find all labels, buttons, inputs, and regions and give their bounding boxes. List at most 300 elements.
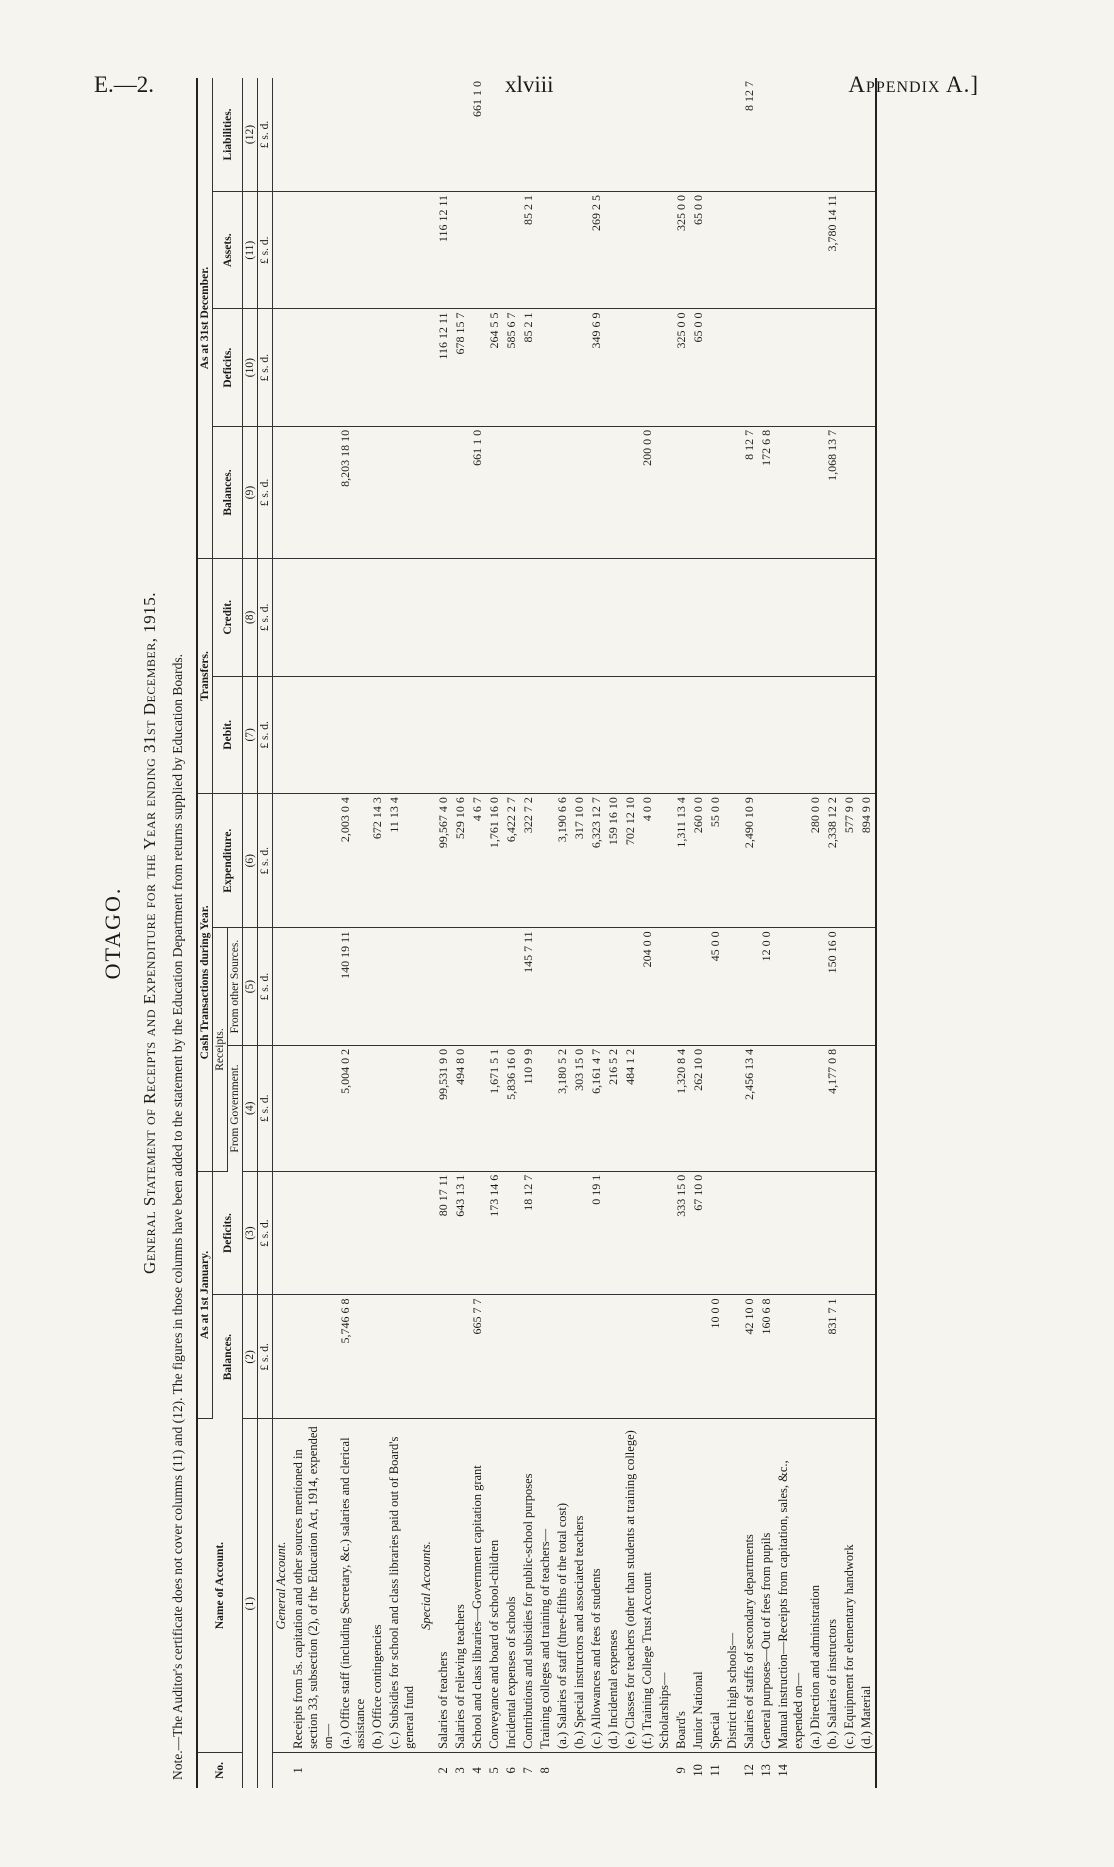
- header-dec-balances: Balances.: [213, 426, 243, 558]
- amount-cell: [622, 1295, 639, 1419]
- amount-cell: [858, 928, 876, 1045]
- amount-cell: [724, 1295, 741, 1419]
- amount-cell: 85 2 1: [520, 309, 537, 426]
- amount-cell: [807, 1295, 824, 1419]
- unit-row: [258, 78, 273, 1788]
- amount-cell: [418, 928, 435, 1045]
- amount-cell: [639, 191, 656, 308]
- account-name: Board's: [673, 1419, 690, 1753]
- account-name: General Account.: [273, 1419, 291, 1753]
- amount-cell: [807, 191, 824, 308]
- amount-cell: [588, 928, 605, 1045]
- column-number: (6): [243, 794, 258, 928]
- amount-cell: [486, 1295, 503, 1419]
- page-number: xlviii: [505, 72, 554, 97]
- account-name: Junior National: [690, 1419, 707, 1753]
- header-assets: Assets.: [213, 191, 243, 308]
- table-row: [503, 78, 520, 1788]
- amount-cell: [554, 676, 571, 793]
- row-number: [656, 1752, 673, 1788]
- amount-cell: [707, 191, 724, 308]
- amount-cell: [841, 1171, 858, 1295]
- account-name: (c.) Subsidies for school and class libraries paid out of Board's general fund: [386, 1419, 418, 1753]
- amount-cell: 6,161 4 7: [588, 1045, 605, 1171]
- table-row: [775, 78, 807, 1788]
- amount-cell: [622, 1171, 639, 1295]
- account-name: Scholarships—: [656, 1419, 673, 1753]
- amount-cell: [503, 1171, 520, 1295]
- amount-cell: 8 12 7: [741, 78, 758, 191]
- column-number: (9): [243, 426, 258, 558]
- amount-cell: [273, 1171, 291, 1295]
- amount-cell: [273, 191, 291, 308]
- amount-cell: [690, 559, 707, 676]
- amount-cell: [571, 426, 588, 558]
- amount-cell: 831 7 1: [824, 1295, 841, 1419]
- amount-cell: [656, 928, 673, 1045]
- amount-cell: [775, 191, 807, 308]
- account-name: District high schools—: [724, 1419, 741, 1753]
- amount-cell: [858, 1171, 876, 1295]
- amount-cell: 484 1 2: [622, 1045, 639, 1171]
- amount-cell: [673, 1295, 690, 1419]
- amount-cell: [807, 1045, 824, 1171]
- row-number: [386, 1752, 418, 1788]
- header-group-dec: As at 31st December.: [197, 78, 213, 559]
- amount-cell: 262 10 0: [690, 1045, 707, 1171]
- amount-cell: 6,422 2 7: [503, 794, 520, 928]
- amount-cell: 643 13 1: [452, 1171, 469, 1295]
- amount-cell: 2,490 10 9: [741, 794, 758, 928]
- amount-cell: [775, 1045, 807, 1171]
- amount-cell: [571, 191, 588, 308]
- amount-cell: [841, 426, 858, 558]
- amount-cell: [369, 78, 386, 191]
- header-group-transfers: Transfers.: [197, 559, 213, 794]
- amount-cell: 2,003 0 4: [337, 794, 369, 928]
- amount-cell: 333 15 0: [673, 1171, 690, 1295]
- unit-label: £ s. d.: [258, 928, 273, 1045]
- amount-cell: [639, 1295, 656, 1419]
- amount-cell: [824, 676, 841, 793]
- amount-cell: [452, 928, 469, 1045]
- amount-cell: [724, 794, 741, 928]
- amount-cell: [758, 1171, 775, 1295]
- amount-cell: [707, 78, 724, 191]
- amount-cell: 140 19 11: [337, 928, 369, 1045]
- amount-cell: [571, 1295, 588, 1419]
- amount-cell: [435, 676, 452, 793]
- amount-cell: [418, 426, 435, 558]
- amount-cell: [503, 559, 520, 676]
- amount-cell: [290, 1045, 337, 1171]
- amount-cell: [622, 191, 639, 308]
- amount-cell: 1,068 13 7: [824, 426, 841, 558]
- amount-cell: [758, 559, 775, 676]
- amount-cell: 1,311 13 4: [673, 794, 690, 928]
- amount-cell: [435, 559, 452, 676]
- amount-cell: [656, 1045, 673, 1171]
- amount-cell: [520, 676, 537, 793]
- amount-cell: [639, 309, 656, 426]
- amount-cell: 280 0 0: [807, 794, 824, 928]
- amount-cell: [369, 676, 386, 793]
- amount-cell: [741, 191, 758, 308]
- table-row: [858, 78, 876, 1788]
- amount-cell: [469, 1171, 486, 1295]
- header-expenditure: Expenditure.: [213, 794, 243, 928]
- amount-cell: 4,177 0 8: [824, 1045, 841, 1171]
- amount-cell: [290, 928, 337, 1045]
- amount-cell: [290, 78, 337, 191]
- table-row: [537, 78, 554, 1788]
- amount-cell: [622, 676, 639, 793]
- account-name: (b.) Office contingencies: [369, 1419, 386, 1753]
- unit-label: £ s. d.: [258, 191, 273, 308]
- amount-cell: 1,320 8 4: [673, 1045, 690, 1171]
- header-from-government: From Government.: [228, 1045, 243, 1171]
- amount-cell: 2,338 12 2: [824, 794, 841, 928]
- amount-cell: [418, 78, 435, 191]
- amount-cell: [369, 1295, 386, 1419]
- amount-cell: 585 6 7: [503, 309, 520, 426]
- amount-cell: [707, 426, 724, 558]
- amount-cell: [841, 1295, 858, 1419]
- amount-cell: [858, 309, 876, 426]
- amount-cell: [386, 928, 418, 1045]
- amount-cell: [824, 78, 841, 191]
- amount-cell: [537, 426, 554, 558]
- amount-cell: [656, 191, 673, 308]
- column-number: (3): [243, 1171, 258, 1295]
- amount-cell: [503, 676, 520, 793]
- amount-cell: [639, 1045, 656, 1171]
- amount-cell: [858, 191, 876, 308]
- amount-cell: [605, 559, 622, 676]
- amount-cell: [554, 309, 571, 426]
- row-number: 3: [453, 1767, 467, 1774]
- amount-cell: 325 0 0: [673, 191, 690, 308]
- row-number: [369, 1752, 386, 1788]
- amount-cell: [554, 426, 571, 558]
- amount-cell: [369, 1171, 386, 1295]
- row-number: 11: [708, 1764, 722, 1777]
- amount-cell: 325 0 0: [673, 309, 690, 426]
- amount-cell: [571, 1171, 588, 1295]
- amount-cell: [290, 309, 337, 426]
- amount-cell: [290, 1171, 337, 1295]
- amount-cell: [707, 1171, 724, 1295]
- amount-cell: [452, 426, 469, 558]
- amount-cell: [273, 1295, 291, 1419]
- amount-cell: [775, 676, 807, 793]
- column-number: (5): [243, 928, 258, 1045]
- table-row: [418, 78, 435, 1788]
- amount-cell: [290, 794, 337, 928]
- amount-cell: [656, 1295, 673, 1419]
- amount-cell: 269 2 5: [588, 191, 605, 308]
- column-number: (7): [243, 676, 258, 793]
- account-name: (a.) Office staff (including Secretary, &c.) salaries and clerical assistance: [337, 1419, 369, 1753]
- amount-cell: [520, 426, 537, 558]
- amount-cell: [622, 559, 639, 676]
- amount-cell: [273, 309, 291, 426]
- row-number: [622, 1752, 639, 1788]
- amount-cell: [554, 1295, 571, 1419]
- unit-label: £ s. d.: [258, 309, 273, 426]
- unit-label: £ s. d.: [258, 676, 273, 793]
- amount-cell: [673, 559, 690, 676]
- amount-cell: 55 0 0: [707, 794, 724, 928]
- amount-cell: [273, 928, 291, 1045]
- row-number: [418, 1752, 435, 1788]
- amount-cell: [775, 78, 807, 191]
- column-number: (12): [243, 78, 258, 191]
- amount-cell: 67 10 0: [690, 1171, 707, 1295]
- amount-cell: 5,746 6 8: [337, 1295, 369, 1419]
- account-name: Salaries of teachers: [435, 1419, 452, 1753]
- amount-cell: [758, 676, 775, 793]
- amount-cell: [724, 559, 741, 676]
- amount-cell: [724, 426, 741, 558]
- amount-cell: [571, 928, 588, 1045]
- row-number: 14: [776, 1764, 790, 1777]
- amount-cell: [486, 78, 503, 191]
- amount-cell: [435, 1295, 452, 1419]
- amount-cell: [418, 1171, 435, 1295]
- row-number: [588, 1752, 605, 1788]
- amount-cell: [273, 676, 291, 793]
- amount-cell: [707, 676, 724, 793]
- account-name: School and class libraries—Government capitation grant: [469, 1419, 486, 1753]
- amount-cell: [841, 1045, 858, 1171]
- amount-cell: 99,531 9 0: [435, 1045, 452, 1171]
- table-row: [690, 78, 707, 1788]
- unit-label: £ s. d.: [258, 559, 273, 676]
- amount-cell: [386, 191, 418, 308]
- amount-cell: [858, 78, 876, 191]
- amount-cell: [807, 1171, 824, 1295]
- amount-cell: [673, 426, 690, 558]
- auditor-note: Note.—The Auditor's certificate does not cover columns (11) and (12). The figures in those columns have been added to the statement by the Education Department from returns supplied by Education Boards.: [170, 654, 185, 1780]
- amount-cell: [290, 559, 337, 676]
- amount-cell: [639, 1171, 656, 1295]
- amount-cell: [622, 78, 639, 191]
- amount-cell: [605, 676, 622, 793]
- amount-cell: [486, 191, 503, 308]
- amount-cell: [858, 1295, 876, 1419]
- amount-cell: [469, 1045, 486, 1171]
- amount-cell: [841, 191, 858, 308]
- account-name: (c.) Equipment for elementary handwork: [841, 1419, 858, 1753]
- amount-cell: 349 6 9: [588, 309, 605, 426]
- table-row: [469, 78, 486, 1788]
- table-row: [724, 78, 741, 1788]
- amount-cell: [418, 559, 435, 676]
- amount-cell: [554, 928, 571, 1045]
- amount-cell: [841, 928, 858, 1045]
- amount-cell: 18 12 7: [520, 1171, 537, 1295]
- row-number: [554, 1752, 571, 1788]
- amount-cell: [452, 78, 469, 191]
- table-row: [554, 78, 571, 1788]
- amount-cell: [622, 309, 639, 426]
- header-credit: Credit.: [213, 559, 243, 676]
- row-number: 2: [436, 1767, 450, 1774]
- amount-cell: [486, 426, 503, 558]
- amount-cell: 65 0 0: [690, 191, 707, 308]
- page-code: E.—2.: [94, 72, 155, 97]
- amount-cell: 99,567 4 0: [435, 794, 452, 928]
- amount-cell: 322 7 2: [520, 794, 537, 928]
- account-name: Conveyance and board of school-children: [486, 1419, 503, 1753]
- amount-cell: [452, 191, 469, 308]
- row-number: 13: [759, 1764, 773, 1777]
- amount-cell: [724, 928, 741, 1045]
- header-deficits: Deficits.: [213, 1171, 243, 1295]
- amount-cell: [841, 559, 858, 676]
- amount-cell: [537, 1171, 554, 1295]
- row-number: [571, 1752, 588, 1788]
- amount-cell: [486, 676, 503, 793]
- amount-cell: [741, 928, 758, 1045]
- amount-cell: 6,323 12 7: [588, 794, 605, 928]
- amount-cell: [775, 309, 807, 426]
- column-number: (8): [243, 559, 258, 676]
- amount-cell: [290, 1295, 337, 1419]
- row-number: [824, 1752, 841, 1788]
- amount-cell: [724, 78, 741, 191]
- amount-cell: [486, 559, 503, 676]
- amount-cell: [673, 676, 690, 793]
- amount-cell: [673, 928, 690, 1045]
- amount-cell: 150 16 0: [824, 928, 841, 1045]
- amount-cell: [841, 78, 858, 191]
- amount-cell: [690, 426, 707, 558]
- table-row: [369, 78, 386, 1788]
- amount-cell: [337, 309, 369, 426]
- amount-cell: [858, 1045, 876, 1171]
- amount-cell: [290, 426, 337, 558]
- amount-cell: [724, 309, 741, 426]
- amount-cell: [656, 1171, 673, 1295]
- amount-cell: [503, 1295, 520, 1419]
- amount-cell: [503, 191, 520, 308]
- amount-cell: 672 14 3: [369, 794, 386, 928]
- amount-cell: [656, 794, 673, 928]
- amount-cell: 116 12 11: [435, 191, 452, 308]
- account-name: Salaries of relieving teachers: [452, 1419, 469, 1753]
- amount-cell: 678 15 7: [452, 309, 469, 426]
- column-number: (10): [243, 309, 258, 426]
- unit-label: £ s. d.: [258, 78, 273, 191]
- amount-cell: 159 16 10: [605, 794, 622, 928]
- row-number: 9: [674, 1767, 688, 1774]
- table-row: [673, 78, 690, 1788]
- amount-cell: [503, 78, 520, 191]
- amount-cell: 42 10 0: [741, 1295, 758, 1419]
- amount-cell: [639, 559, 656, 676]
- table-row: [337, 78, 369, 1788]
- row-number: 5: [487, 1767, 501, 1774]
- rotated-sheet: [92, 78, 1092, 1788]
- table-body: [273, 78, 877, 1788]
- amount-cell: [571, 309, 588, 426]
- amount-cell: [622, 426, 639, 558]
- amount-cell: 145 7 11: [520, 928, 537, 1045]
- amount-cell: 160 6 8: [758, 1295, 775, 1419]
- amount-cell: [469, 928, 486, 1045]
- amount-cell: 172 6 8: [758, 426, 775, 558]
- amount-cell: [435, 78, 452, 191]
- amount-cell: 264 5 5: [486, 309, 503, 426]
- amount-cell: [775, 559, 807, 676]
- amount-cell: [418, 1295, 435, 1419]
- header-group-jan: As at 1st January.: [197, 1171, 213, 1419]
- amount-cell: 80 17 11: [435, 1171, 452, 1295]
- amount-cell: [656, 78, 673, 191]
- amount-cell: [418, 794, 435, 928]
- amount-cell: [537, 928, 554, 1045]
- amount-cell: 2,456 13 4: [741, 1045, 758, 1171]
- amount-cell: [337, 191, 369, 308]
- amount-cell: [520, 559, 537, 676]
- table-row: [520, 78, 537, 1788]
- amount-cell: [418, 1045, 435, 1171]
- amount-cell: 8 12 7: [741, 426, 758, 558]
- amount-cell: [690, 928, 707, 1045]
- amount-cell: [690, 78, 707, 191]
- amount-cell: 1,671 5 1: [486, 1045, 503, 1171]
- amount-cell: [537, 78, 554, 191]
- amount-cell: [273, 78, 291, 191]
- amount-cell: 5,836 16 0: [503, 1045, 520, 1171]
- table-row: [741, 78, 758, 1788]
- amount-cell: 529 10 6: [452, 794, 469, 928]
- amount-cell: [386, 1171, 418, 1295]
- account-name: Special: [707, 1419, 724, 1753]
- amount-cell: 5,004 0 2: [337, 1045, 369, 1171]
- unit-label: £ s. d.: [258, 426, 273, 558]
- account-name: (d.) Material: [858, 1419, 876, 1753]
- row-number: [807, 1752, 824, 1788]
- amount-cell: 661 1 0: [469, 78, 486, 191]
- amount-cell: [724, 1171, 741, 1295]
- amount-cell: [758, 1045, 775, 1171]
- amount-cell: [858, 426, 876, 558]
- row-number: [639, 1752, 656, 1788]
- amount-cell: [537, 794, 554, 928]
- account-name: (a.) Direction and administration: [807, 1419, 824, 1753]
- amount-cell: [707, 309, 724, 426]
- table-row: [588, 78, 605, 1788]
- amount-cell: 894 9 0: [858, 794, 876, 928]
- amount-cell: [337, 676, 369, 793]
- amount-cell: 4 6 7: [469, 794, 486, 928]
- amount-cell: [741, 676, 758, 793]
- row-number: 8: [538, 1767, 552, 1774]
- account-name: (d.) Incidental expenses: [605, 1419, 622, 1753]
- header-name: Name of Account.: [197, 1419, 243, 1753]
- account-name: Manual instruction—Receipts from capitation, sales, &c., expended on—: [775, 1419, 807, 1753]
- unit-label: £ s. d.: [258, 1295, 273, 1419]
- table-row: [707, 78, 724, 1788]
- amount-cell: 3,190 6 6: [554, 794, 571, 928]
- table-row: [758, 78, 775, 1788]
- amount-cell: [605, 309, 622, 426]
- account-name: Contributions and subsidies for public-school purposes: [520, 1419, 537, 1753]
- amount-cell: 3,180 5 2: [554, 1045, 571, 1171]
